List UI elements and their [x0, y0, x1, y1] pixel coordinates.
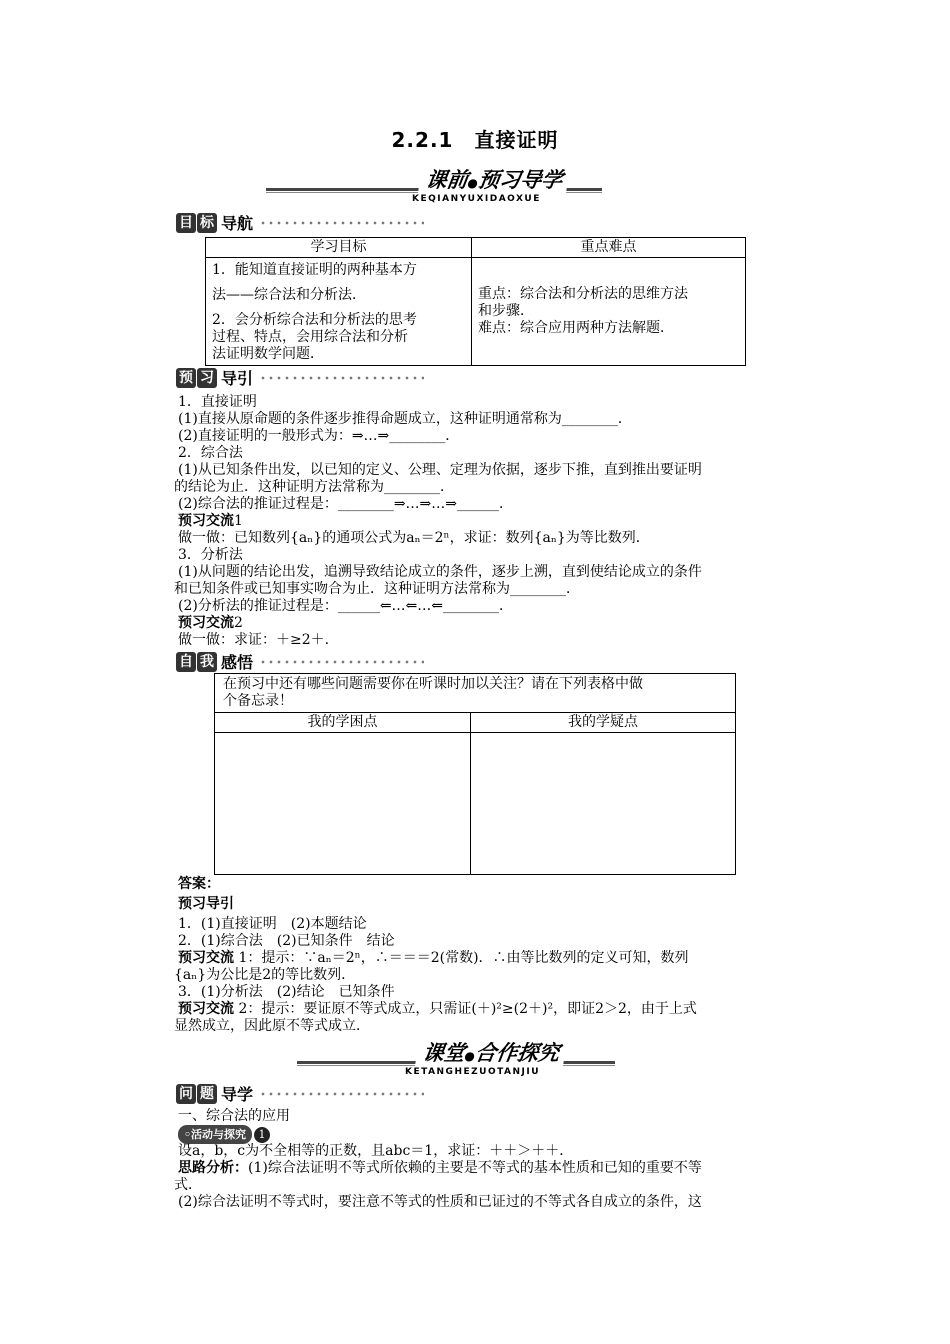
activity-pill [178, 1125, 270, 1144]
memo-intro-line: 在预习中还有哪些问题需要你在听课时加以关注？请在下列表格中做 [223, 676, 643, 692]
answer-exchange-text: 2：提示：要证原不等式成立，只需证(＋)²≥(2＋)²，即证2＞2，由于上式 [234, 1001, 697, 1017]
analysis-line-2: (2)综合法证明不等式时，要注意不等式的性质和已证过的不等式各自成立的条件，这 [178, 1194, 702, 1210]
preview-line: 和已知条件或已知事实吻合为止．这种证明方法常称为________． [174, 581, 580, 597]
goals-right-line: 重点：综合法和分析法的思维方法 [478, 286, 688, 302]
class-question: 设a，b，c为不全相等的正数，且abc＝1，求证：＋＋＞＋＋． [178, 1143, 574, 1159]
preview-line: 1．直接证明 [178, 394, 257, 410]
section-char-2: 习 [197, 368, 217, 388]
analysis-label: 思路分析： [178, 1160, 248, 1176]
answer-exchange-text: 1：提示：∵aₙ＝2ⁿ，∴＝＝＝2(常数)．∴由等比数列的定义可知，数列 [234, 950, 689, 966]
section-char-2: 我 [197, 652, 217, 672]
section-char-1: 问 [176, 1084, 196, 1104]
answers-subheading: 预习导引 [178, 896, 234, 912]
memo-cell-left[interactable] [215, 733, 471, 875]
banner-label: 课前●预习导学 [418, 164, 571, 194]
answer-line: 2．(1)综合法 (2)已知条件 结论 [178, 933, 395, 949]
goals-header-right: 重点难点 [472, 238, 746, 258]
section-preview-guide [176, 366, 424, 388]
exchange-2-text: 做一做：求证：＋≥2＋. [178, 632, 330, 648]
goals-left-line: 法证明数学问题． [212, 346, 324, 362]
analysis-text: (1)综合法证明不等式所依赖的主要是不等式的基本性质和已知的重要不等 [248, 1160, 702, 1176]
goals-header-left: 学习目标 [206, 238, 472, 258]
goals-right-line: 难点：综合应用两种方法解题． [478, 320, 674, 336]
preview-line: (1)直接从原命题的条件逐步推得命题成立，这种证明通常称为________． [178, 411, 632, 427]
preview-line: (1)从已知条件出发，以已知的定义、公理、定理为依据，逐步下推，直到推出要证明 [178, 462, 702, 478]
section-question-guide [176, 1082, 424, 1104]
analysis-line-1 [178, 1160, 702, 1177]
answers-label: 答案： [178, 876, 220, 892]
answer-line: {aₙ}为公比是2的等比数列． [174, 967, 356, 983]
banner-label-a: 课堂 [421, 1041, 467, 1065]
banner-label-b: 合作探究 [473, 1041, 562, 1065]
memo-intro-line: 个备忘录！ [223, 693, 293, 709]
preview-line: (2)综合法的推证过程是：________⇒…⇒…⇒______． [178, 496, 514, 512]
exchange-num: 1 [234, 513, 243, 529]
memo-header-right: 我的学疑点 [471, 713, 736, 733]
banner-preview [266, 164, 602, 204]
answer-line: 3．(1)分析法 (2)结论 已知条件 [178, 984, 395, 1000]
goals-table [205, 237, 746, 366]
section-char-1: 预 [176, 368, 196, 388]
banner-classroom [297, 1037, 615, 1077]
section-char-2: 题 [197, 1084, 217, 1104]
exchange-2-heading [178, 615, 243, 632]
answer-line: 1．(1)直接证明 (2)本题结论 [178, 916, 367, 932]
analysis-line-1b: 式． [174, 1177, 202, 1193]
goals-right-cell [472, 258, 746, 366]
goals-left-line: 法——综合法和分析法． [212, 287, 366, 303]
memo-intro [215, 674, 736, 713]
class-heading: 一、综合法的应用 [178, 1108, 290, 1124]
banner-label-a: 课前 [424, 168, 470, 192]
section-title: 导航 [221, 214, 254, 233]
preview-line: 2．综合法 [178, 445, 243, 461]
dotted-rule [259, 660, 424, 664]
goals-right-line: 和步骤． [478, 303, 534, 319]
preview-line: 3．分析法 [178, 547, 243, 563]
answer-exchange-1 [178, 950, 689, 967]
banner-label-b: 预习导学 [476, 168, 565, 192]
exchange-1-heading [178, 513, 243, 530]
answer-line: 显然成立，因此原不等式成立． [174, 1018, 370, 1034]
dotted-rule [259, 376, 424, 380]
memo-table [214, 673, 736, 875]
banner-pinyin: KETANGHEZUOTANJIU [405, 1067, 541, 1077]
section-char-1: 目 [176, 213, 196, 233]
answer-exchange-label: 预习交流 [178, 950, 234, 966]
page-title: 2.2.1 直接证明 [391, 128, 559, 152]
banner-pinyin: KEQIANYUXIDAOXUE [412, 194, 541, 204]
answer-exchange-2 [178, 1001, 697, 1018]
dotted-rule [259, 221, 424, 225]
goals-left-line: 2．会分析综合法和分析法的思考 [212, 312, 417, 328]
section-goals-nav [176, 211, 424, 233]
section-self-reflection [176, 650, 424, 672]
activity-pill-label: ◦活动与探究 [178, 1125, 252, 1144]
section-title: 感悟 [221, 653, 254, 672]
memo-header-left: 我的学困点 [215, 713, 471, 733]
activity-pill-num: 1 [254, 1127, 270, 1143]
exchange-1-text: 做一做：已知数列{aₙ}的通项公式为aₙ＝2ⁿ，求证：数列{aₙ}为等比数列． [178, 530, 650, 546]
answer-exchange-label: 预习交流 [178, 1001, 234, 1017]
goals-left-line: 1．能知道直接证明的两种基本方 [212, 262, 417, 278]
goals-left-cell [206, 258, 472, 366]
preview-line: (2)分析法的推证过程是：______⇐…⇐…⇐________． [178, 598, 514, 614]
dotted-rule [259, 1092, 424, 1096]
goals-left-line: 过程、特点，会用综合法和分析 [212, 329, 408, 345]
banner-label: 课堂●合作探究 [415, 1037, 568, 1067]
exchange-label: 预习交流 [178, 615, 234, 631]
preview-line: (1)从问题的结论出发，追溯导致结论成立的条件，逐步上溯，直到使结论成立的条件 [178, 564, 702, 580]
exchange-label: 预习交流 [178, 513, 234, 529]
section-title: 导引 [221, 369, 254, 388]
section-char-1: 自 [176, 652, 196, 672]
section-title: 导学 [221, 1085, 254, 1104]
preview-line: (2)直接证明的一般形式为：⇒…⇒________． [178, 428, 460, 444]
memo-cell-right[interactable] [471, 733, 736, 875]
exchange-num: 2 [234, 615, 243, 631]
section-char-2: 标 [197, 213, 217, 233]
preview-line: 的结论为止．这种证明方法常称为________． [174, 479, 454, 495]
